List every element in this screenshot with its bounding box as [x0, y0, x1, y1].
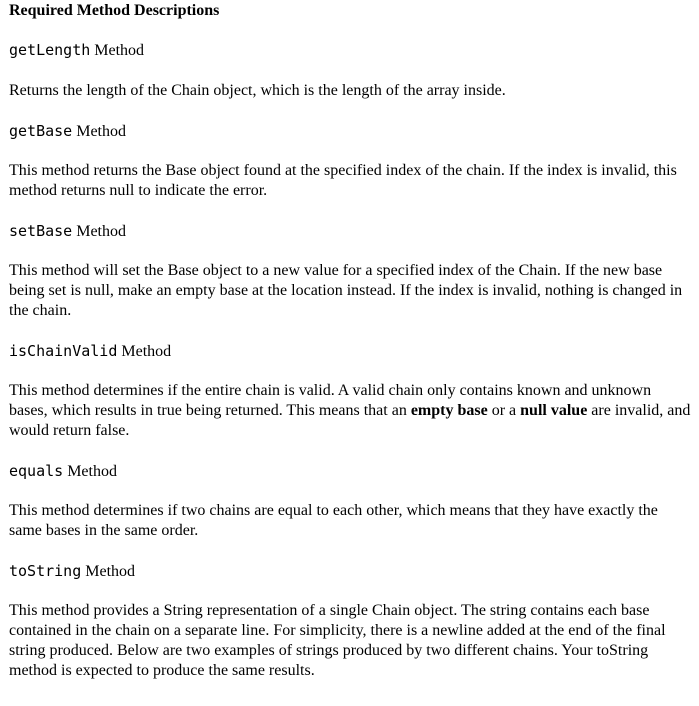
section-text-ischainvalid [9, 381, 691, 441]
section-text-getbase: This method returns the Base object found at the specified index of the chain. If the index is invalid, this method returns null to indicate the error. [9, 162, 677, 199]
section-heading-setbase [9, 221, 126, 242]
text-segment: are invalid, and would return false. [9, 402, 691, 439]
method-suffix: Method [81, 563, 136, 580]
section-text-getlength: Returns the length of the Chain object, which is the length of the array inside. [9, 82, 506, 99]
section-text-setbase: This method will set the Base object to a new value for a specified index of the Chain. If the new base being set is null, make an empty base at the location instead. If the index is invalid, nothing is changed in the chain. [9, 262, 683, 319]
method-name: toString [9, 562, 82, 580]
section-text-tostring: This method provides a String representation of a single Chain object. The string contains each base contained in the chain on a separate line. For simplicity, there is a newline added at the end of the final string produced. Below are two examples of strings produced by two different chains. Your toString method is expected to produce the same results. [9, 602, 666, 679]
method-suffix: Method [72, 123, 126, 140]
method-name: getBase [9, 122, 73, 140]
method-name: getLength [9, 41, 91, 59]
method-name: equals [9, 462, 64, 480]
text-segment: or a [487, 402, 521, 419]
section-heading-ischainvalid [9, 341, 171, 362]
method-suffix: Method [117, 343, 172, 360]
method-suffix: Method [72, 223, 126, 240]
text-segment: This method determines if the entire chain is valid. A valid chain only contains known and unknown bases, which results in true being returned. This means that an [9, 382, 652, 419]
section-heading-tostring [9, 561, 135, 582]
method-name: setBase [9, 222, 73, 240]
bold-term-null-value: null value [520, 402, 588, 419]
section-text-equals: This method determines if two chains are equal to each other, which means that they have exactly the same bases in the same order. [9, 502, 658, 539]
section-heading-getbase [9, 121, 126, 142]
method-name: isChainValid [9, 342, 118, 360]
page-title: Required Method Descriptions [9, 2, 220, 19]
method-suffix: Method [63, 463, 117, 480]
section-heading-getlength [9, 40, 144, 61]
section-heading-equals [9, 461, 117, 482]
bold-term-empty-base: empty base [410, 402, 488, 419]
method-suffix: Method [90, 42, 145, 59]
